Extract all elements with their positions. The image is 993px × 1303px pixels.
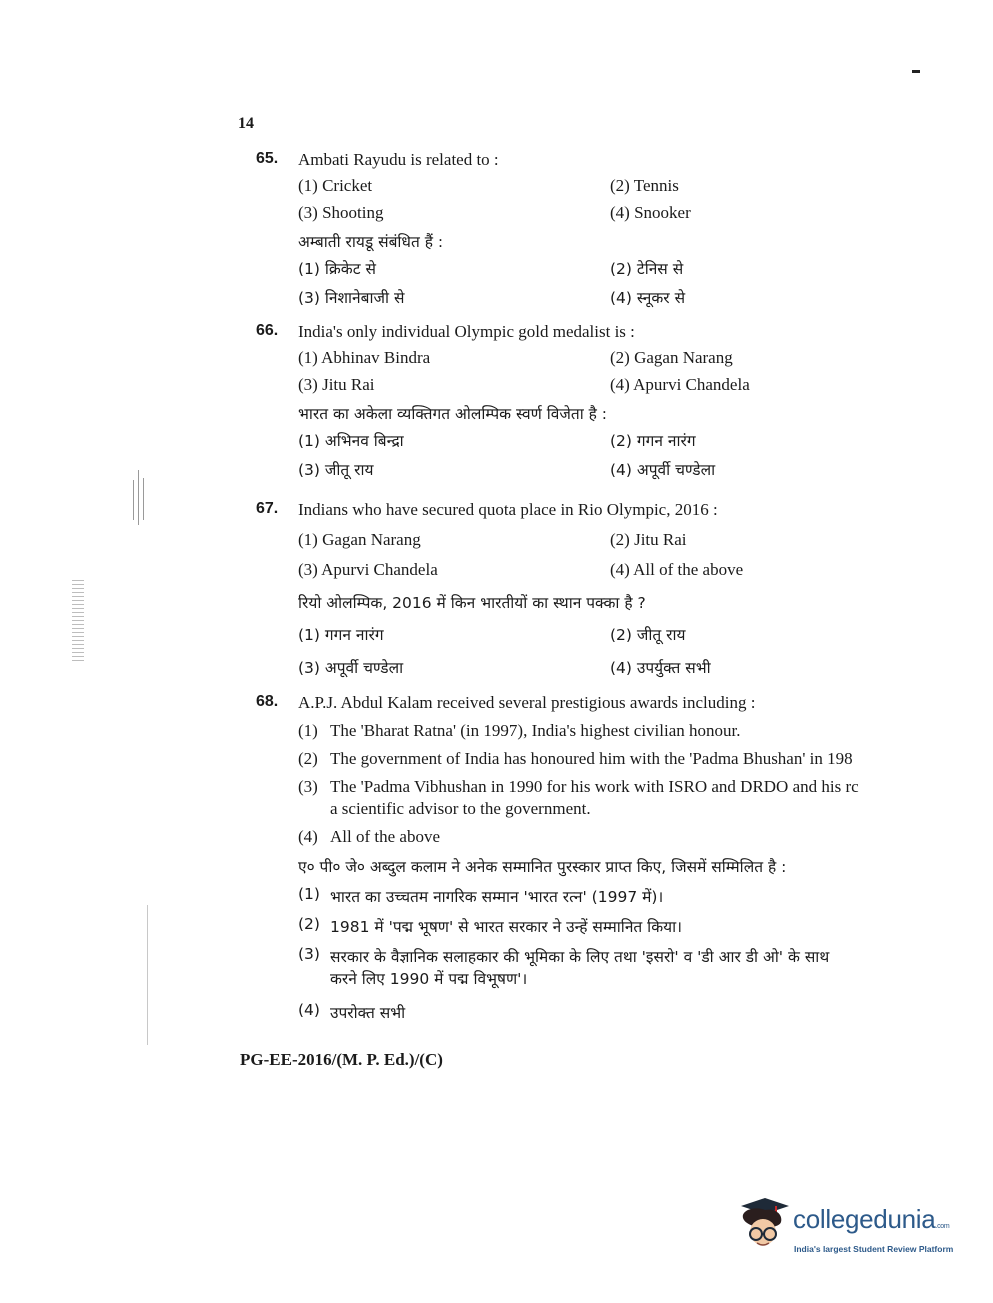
option-1: (1) Cricket	[298, 176, 373, 195]
option-4: (4) Snooker	[610, 203, 691, 222]
question-number: 65.	[256, 150, 279, 167]
option-4-text: All of the above	[330, 827, 440, 846]
scan-mark	[133, 480, 134, 520]
option-3: (3) Shooting	[298, 203, 384, 222]
option-2: (2) Gagan Narang	[610, 348, 733, 367]
option-3-number: (3)	[298, 777, 318, 796]
option-2-number: (2)	[298, 749, 318, 768]
option-2-hindi: (2) टेनिस से	[610, 260, 684, 278]
question-text: A.P.J. Abdul Kalam received several prestigious awards including :	[298, 693, 756, 712]
scan-mark	[912, 70, 920, 73]
option-3-hindi: (3) अपूर्वी चण्डेला	[298, 659, 404, 677]
student-mascot-icon	[735, 1196, 791, 1256]
question-66	[256, 322, 922, 487]
option-4-number: (4)	[298, 827, 318, 846]
logo-tagline: India's largest Student Review Platform	[794, 1244, 954, 1254]
option-1: (1) Abhinav Bindra	[298, 348, 431, 367]
question-67	[256, 500, 922, 685]
question-text: Ambati Rayudu is related to :	[298, 150, 499, 169]
option-4-hindi: (4) स्नूकर से	[610, 289, 686, 307]
scan-mark	[147, 905, 148, 1045]
option-3-hindi-text: सरकार के वैज्ञानिक सलाहकार की भूमिका के लिए तथा 'इसरो' व 'डी आर डी ओ' के साथ	[330, 948, 830, 966]
page-number: 14	[238, 115, 254, 132]
paper-code: PG-EE-2016/(M. P. Ed.)/(C)	[240, 1050, 443, 1069]
question-68	[256, 693, 922, 1031]
question-65	[256, 150, 922, 315]
question-number: 66.	[256, 322, 279, 339]
scan-mark	[138, 470, 139, 525]
scan-mark	[72, 580, 84, 662]
option-1-hindi-number: (1)	[298, 885, 320, 903]
question-text-hindi: अम्बाती रायडू संबंधित हैं :	[298, 233, 444, 251]
option-3: (3) Apurvi Chandela	[298, 560, 438, 579]
option-4-hindi-number: (4)	[298, 1001, 320, 1019]
option-2-hindi: (2) जीतू राय	[610, 626, 686, 644]
option-2: (2) Jitu Rai	[610, 530, 687, 549]
option-1-hindi: (1) अभिनव बिन्द्रा	[298, 432, 404, 450]
question-text-hindi: भारत का अकेला व्यक्तिगत ओलम्पिक स्वर्ण विजेता है :	[298, 405, 608, 423]
option-3-text-continued: a scientific advisor to the government.	[330, 799, 591, 818]
option-1-hindi: (1) क्रिकेट से	[298, 260, 376, 278]
option-3-text: The 'Padma Vibhushan in 1990 for his work with ISRO and DRDO and his rc	[330, 777, 859, 796]
question-text-hindi: रियो ओलम्पिक, 2016 में किन भारतीयों का स्थान पक्का है ?	[298, 594, 646, 612]
option-2-hindi: (2) गगन नारंग	[610, 432, 696, 450]
question-number: 67.	[256, 500, 279, 517]
option-3: (3) Jitu Rai	[298, 375, 375, 394]
option-2-hindi-number: (2)	[298, 915, 320, 933]
question-text: India's only individual Olympic gold medalist is :	[298, 322, 635, 341]
option-2: (2) Tennis	[610, 176, 679, 195]
option-3-hindi: (3) जीतू राय	[298, 461, 374, 479]
option-4: (4) All of the above	[610, 560, 744, 579]
question-text-hindi: ए० पी० जे० अब्दुल कलाम ने अनेक सम्मानित पुरस्कार प्राप्त किए, जिसमें सम्मिलित है :	[298, 858, 787, 876]
option-1-text: The 'Bharat Ratna' (in 1997), India's highest civilian honour.	[330, 721, 741, 740]
option-2-hindi-text: 1981 में 'पद्म भूषण' से भारत सरकार ने उन्हें सम्मानित किया।	[330, 918, 682, 936]
option-1: (1) Gagan Narang	[298, 530, 421, 549]
question-number: 68.	[256, 693, 279, 710]
option-1-hindi: (1) गगन नारंग	[298, 626, 384, 644]
option-2-text: The government of India has honoured him with the 'Padma Bhushan' in 198	[330, 749, 853, 768]
collegedunia-logo	[735, 1196, 965, 1266]
question-text: Indians who have secured quota place in Rio Olympic, 2016 :	[298, 500, 718, 519]
logo-wordmark: collegedunia.com	[793, 1204, 950, 1234]
option-1-hindi-text: भारत का उच्चतम नागरिक सम्मान 'भारत रत्न' (1997 में)।	[330, 888, 664, 906]
scan-mark	[143, 478, 144, 520]
option-4-hindi-text: उपरोक्त सभी	[330, 1004, 406, 1022]
option-4-hindi: (4) उपर्युक्त सभी	[610, 659, 711, 677]
option-1-number: (1)	[298, 721, 318, 740]
option-3-hindi-text-continued: करने लिए 1990 में पद्म विभूषण'।	[330, 970, 528, 988]
option-4: (4) Apurvi Chandela	[610, 375, 750, 394]
option-3-hindi-number: (3)	[298, 945, 320, 963]
option-4-hindi: (4) अपूर्वी चण्डेला	[610, 461, 716, 479]
option-3-hindi: (3) निशानेबाजी से	[298, 289, 405, 307]
